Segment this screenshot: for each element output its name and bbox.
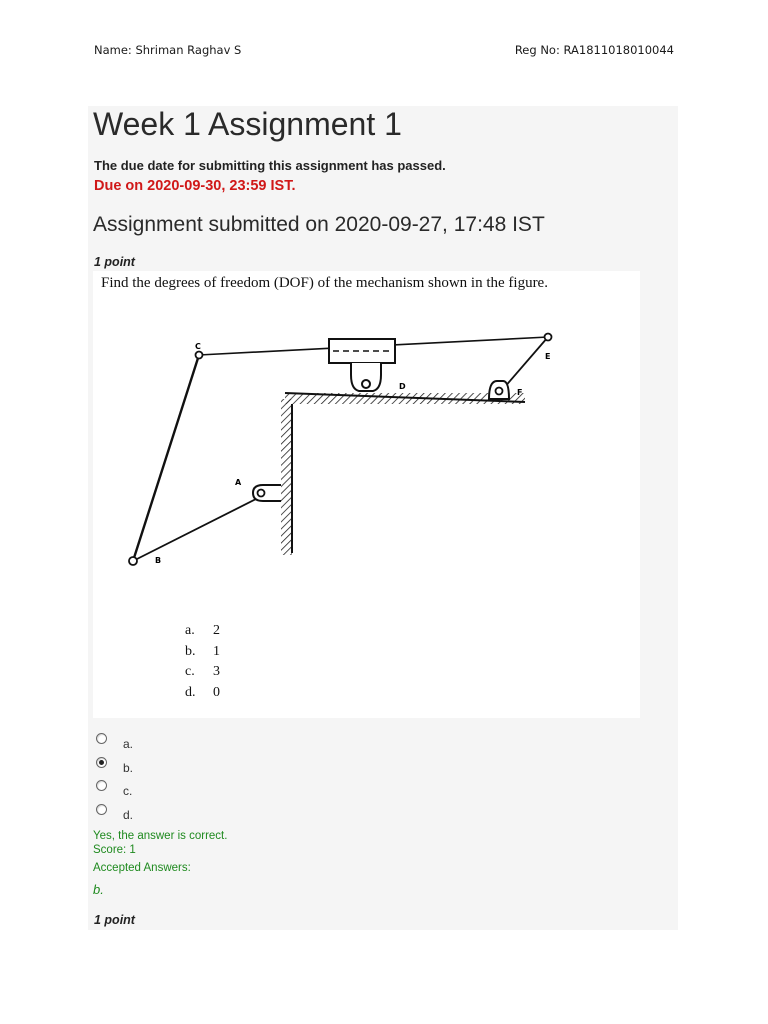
label-b: B	[155, 556, 162, 565]
joint-c	[196, 352, 203, 359]
question-1-image-options	[185, 621, 220, 703]
label-a: A	[235, 478, 242, 487]
label-e: E	[545, 352, 551, 361]
due-date: Due on 2020-09-30, 23:59 IST.	[94, 178, 296, 194]
accepted-answer: b.	[93, 882, 104, 897]
choice-d-label: d.	[123, 807, 134, 822]
link-c-b	[133, 355, 199, 561]
feedback-message: Yes, the answer is correct.	[93, 830, 228, 842]
page-header	[94, 43, 674, 59]
label-c: C	[195, 342, 201, 351]
radio-d[interactable]	[96, 804, 107, 815]
due-passed-notice: The due date for submitting this assignment has passed.	[94, 158, 446, 173]
ground-wall-hatch	[281, 399, 292, 555]
link-e-f	[503, 337, 551, 389]
question-1-text: Find the degrees of freedom (DOF) of the mechanism shown in the figure.	[101, 275, 548, 291]
joint-b	[129, 557, 137, 565]
accepted-answers-label: Accepted Answers:	[93, 862, 191, 874]
mechanism-figure	[93, 271, 640, 718]
radio-a[interactable]	[96, 733, 107, 744]
label-d: D	[399, 382, 406, 391]
submission-status: Assignment submitted on 2020-09-27, 17:48 IST	[93, 213, 545, 236]
page-title: Week 1 Assignment 1	[93, 106, 402, 142]
image-option: a. 2	[185, 623, 220, 638]
link-b-a	[133, 497, 260, 561]
score: Score: 1	[93, 844, 136, 856]
radio-c[interactable]	[96, 780, 107, 791]
student-name: Name: Shriman Raghav S	[94, 43, 242, 57]
image-option: c. 3	[185, 664, 220, 679]
radio-b[interactable]	[96, 757, 107, 768]
pin-f	[496, 388, 503, 395]
pin-a	[258, 490, 265, 497]
question-1-image	[93, 271, 640, 718]
label-f: F	[517, 388, 523, 397]
registration-number: Reg No: RA1811018010044	[514, 43, 674, 57]
choice-a-label: a.	[123, 737, 134, 751]
image-option: d. 0	[185, 684, 220, 700]
choice-c-label: c.	[123, 784, 133, 798]
joint-e	[545, 334, 552, 341]
choice-b-label: b.	[123, 760, 134, 775]
question-2-points: 1 point	[94, 913, 135, 927]
question-1-points: 1 point	[94, 255, 135, 269]
pin-d	[362, 380, 370, 388]
image-option: b. 1	[185, 643, 220, 659]
